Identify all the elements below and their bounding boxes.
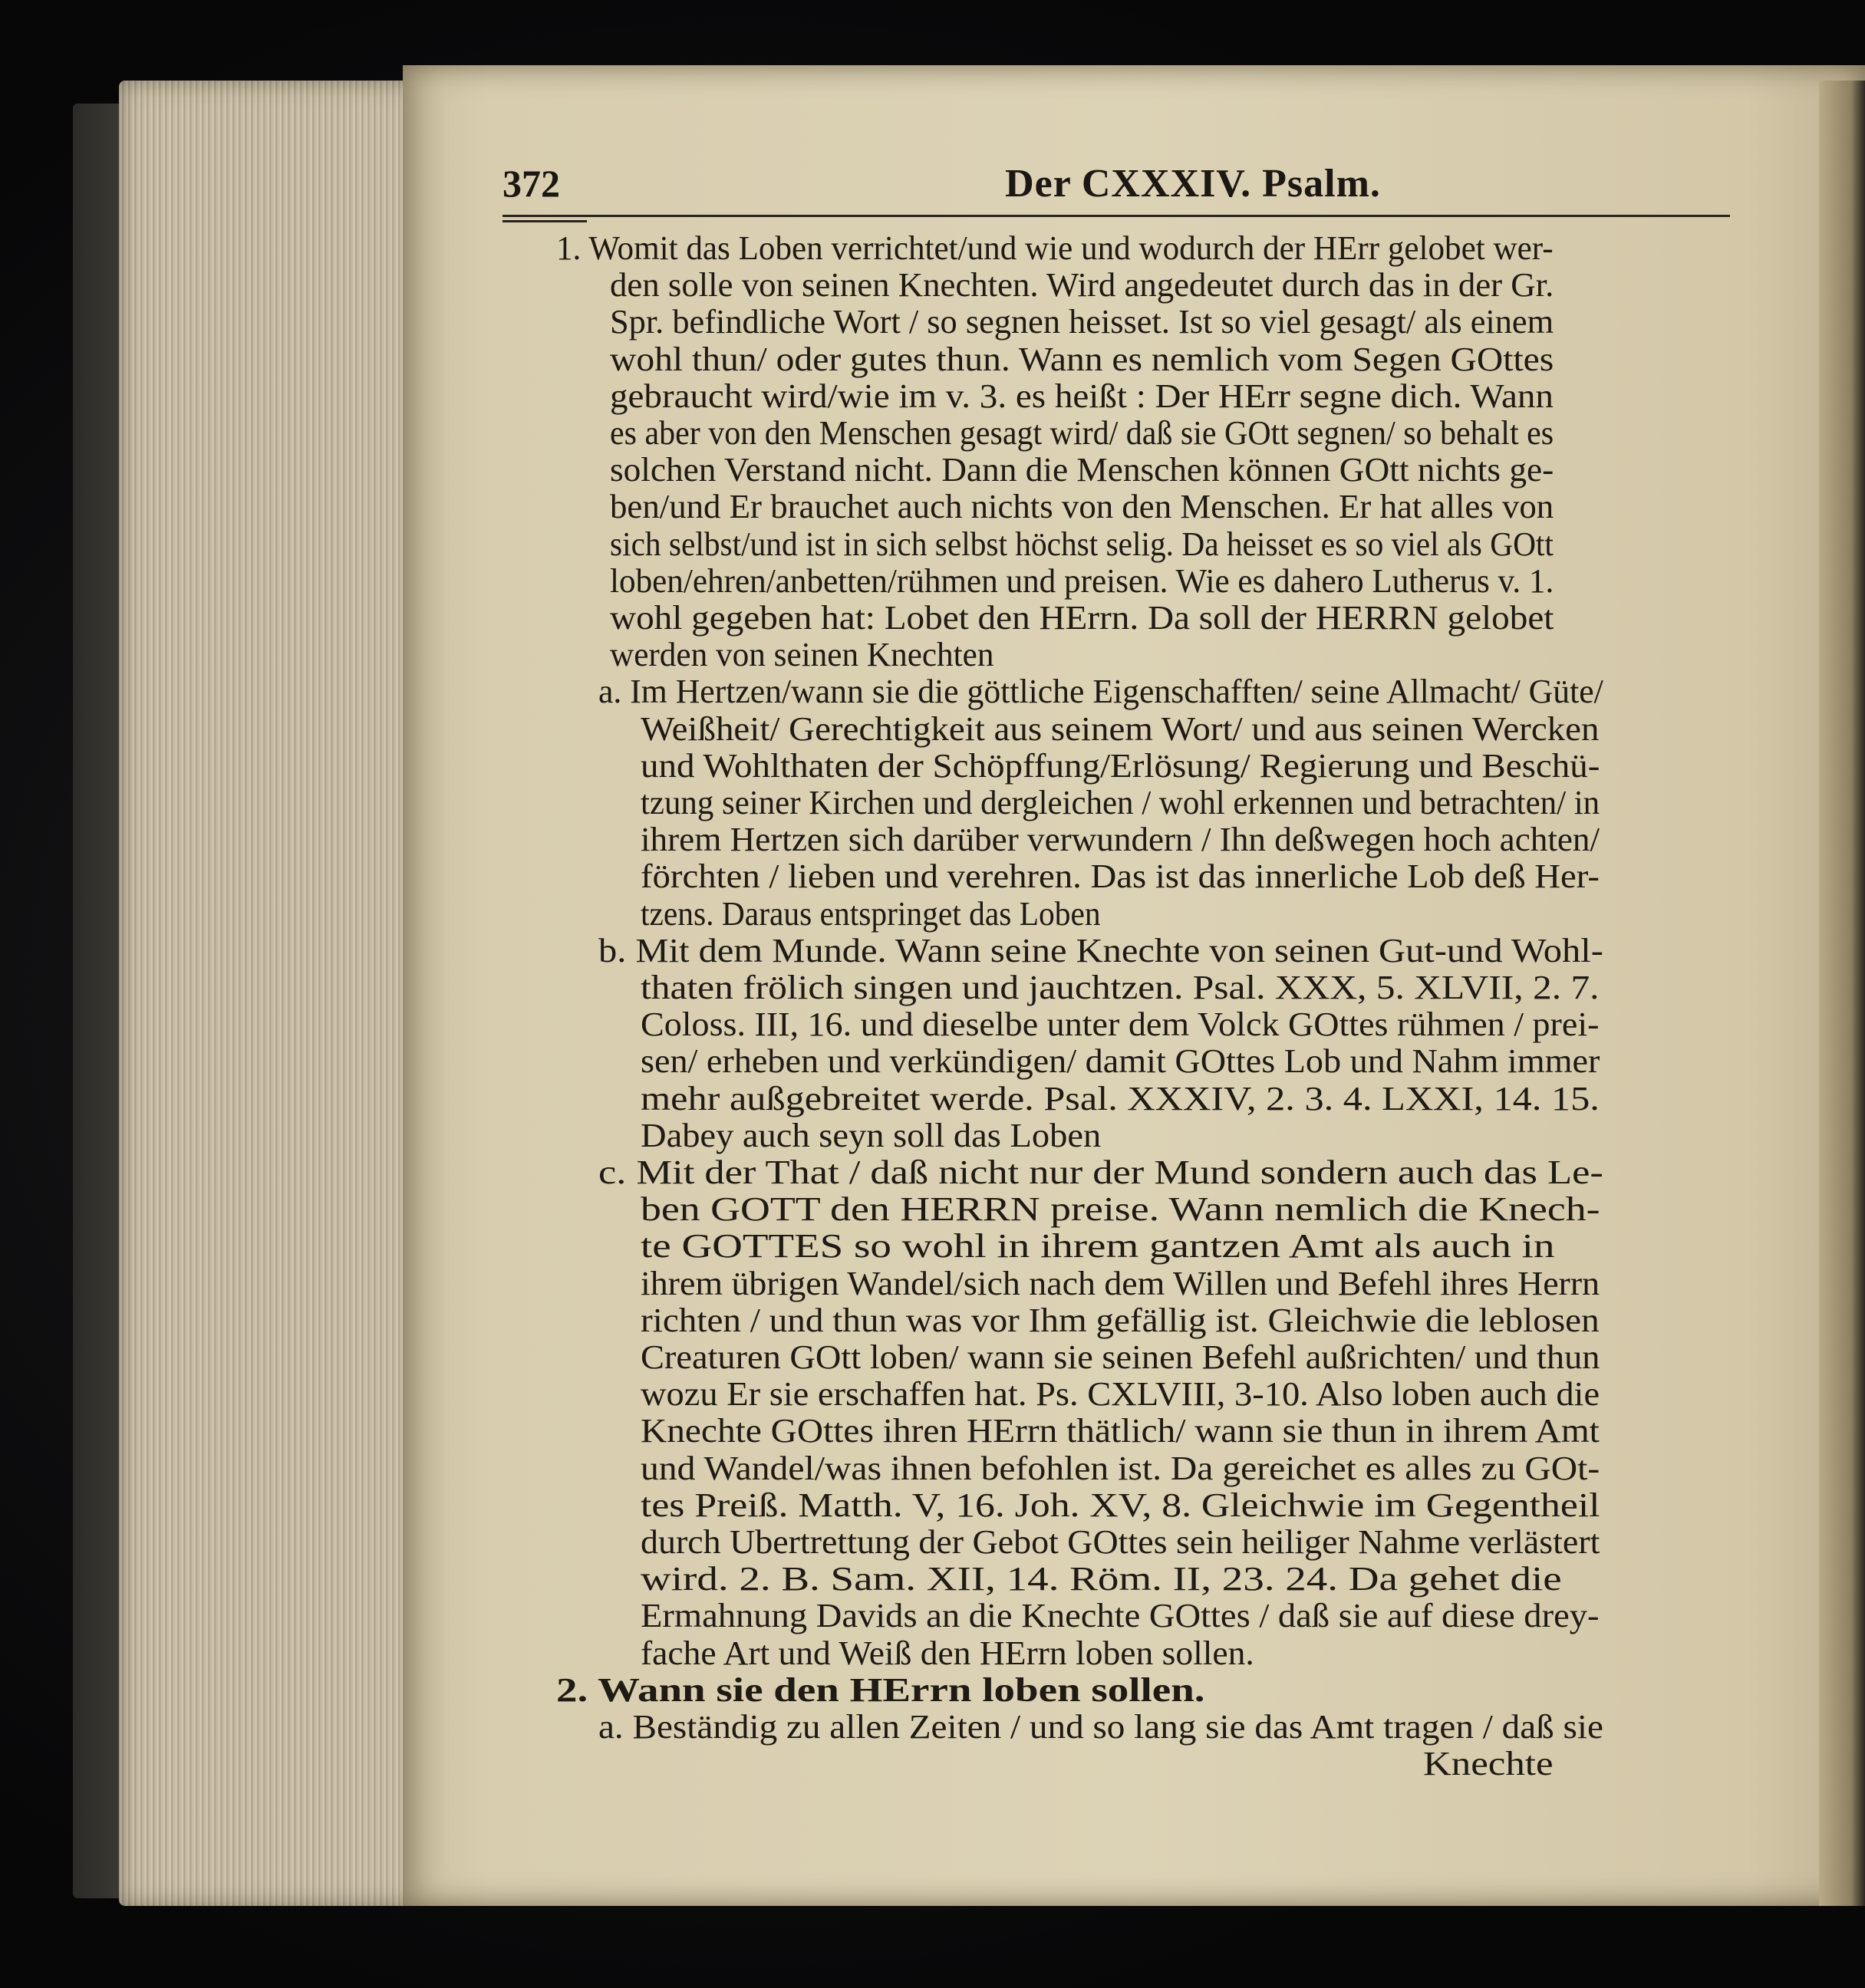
open-book [73, 65, 1865, 1917]
text-line: und Wohlthaten der Schöpffung/Erlösung/ Regierung und Beschü- [641, 747, 1600, 785]
text-line: förchten / lieben und verehren. Das ist das innerliche Lob deß Her- [641, 857, 1600, 895]
text-line: wird. 2. B. Sam. XII, 14. Röm. II, 23. 24. Da gehet die [641, 1560, 1562, 1598]
text-line: wohl thun/ oder gutes thun. Wann es nemlich vom Segen GOttes [610, 341, 1554, 378]
text-line: ihrem übrigen Wandel/sich nach dem Willen und Befehl ihres Herrn [641, 1265, 1600, 1302]
page-number: 372 [502, 162, 560, 205]
text-line: 2. Wann sie den HErrn loben sollen. [556, 1671, 1205, 1709]
text-line: sich selbst/und ist in sich selbst höchst selig. Da heisset es so viel als GOtt [610, 525, 1554, 563]
page-text [403, 65, 1865, 1906]
text-line: Weißheit/ Gerechtigkeit aus seinem Wort/ und aus seinen Wercken [641, 710, 1600, 748]
text-line: den solle von seinen Knechten. Wird angedeutet durch das in der Gr. [610, 266, 1554, 304]
text-line: a. Im Hertzen/wann sie die göttliche Eigenschafften/ seine Allmacht/ Güte/ [598, 673, 1603, 710]
text-line: es aber von den Menschen gesagt wird/ daß sie GOtt segnen/ so behalt es [610, 414, 1554, 452]
text-line: Spr. befindliche Wort / so segnen heisset. Ist so viel gesagt/ als einem [610, 303, 1554, 341]
text-line: wozu Er sie erschaffen hat. Ps. CXLVIII, 3-10. Also loben auch die [641, 1375, 1600, 1413]
text-line: te GOTTES so wohl in ihrem gantzen Amt als auch in [641, 1227, 1555, 1265]
text-line: ihrem Hertzen sich darüber verwundern / Ihn deßwegen hoch achten/ [641, 821, 1600, 858]
text-line: tes Preiß. Matth. V, 16. Joh. XV, 8. Gleichwie im Gegentheil [641, 1486, 1600, 1524]
text-line: ben GOTT den HERRN preise. Wann nemlich die Knech- [641, 1190, 1600, 1228]
text-line: gebraucht wird/wie im v. 3. es heißt : Der HErr segne dich. Wann [610, 377, 1554, 415]
text-line: Knechte [1423, 1745, 1554, 1782]
text-line: Coloss. III, 16. und dieselbe unter dem Volck GOttes rühmen / prei- [641, 1006, 1600, 1043]
text-line: Knechte GOttes ihren HErrn thätlich/ wann sie thun in ihrem Amt [641, 1412, 1600, 1450]
text-line: solchen Verstand nicht. Dann die Menschen können GOtt nichts ge- [610, 451, 1554, 489]
text-line: Creaturen GOtt loben/ wann sie seinen Befehl außrichten/ und thun [641, 1338, 1600, 1376]
text-line: richten / und thun was vor Ihm gefällig ist. Gleichwie die leblosen [641, 1302, 1600, 1339]
text-line: 1. Womit das Loben verrichtet/und wie und wodurch der HErr gelobet wer- [556, 229, 1554, 267]
text-line: mehr außgebreitet werde. Psal. XXXIV, 2. 3. 4. LXXI, 14. 15. [641, 1080, 1600, 1117]
text-line: c. Mit der That / daß nicht nur der Mund sondern auch das Le- [598, 1154, 1603, 1191]
text-line: fache Art und Weiß den HErrn loben sollen. [641, 1634, 1254, 1672]
text-line: wohl gegeben hat: Lobet den HErrn. Da soll der HERRN gelobet [610, 599, 1554, 637]
text-line: tzung seiner Kirchen und dergleichen / wohl erkennen und betrachten/ in [641, 784, 1600, 821]
text-line: und Wandel/was ihnen befohlen ist. Da gereichet es alles zu GOt- [641, 1450, 1600, 1487]
text-line: sen/ erheben und verkündigen/ damit GOttes Lob und Nahm immer [641, 1042, 1600, 1080]
text-line: ben/und Er brauchet auch nichts von den Menschen. Er hat alles von [610, 488, 1554, 525]
page-title: Der CXXXIV. Psalm. [1005, 162, 1381, 206]
text-line: a. Beständig zu allen Zeiten / und so lang sie das Amt tragen / daß sie [598, 1708, 1603, 1746]
text-line: loben/ehren/anbetten/rühmen und preisen. Wie es dahero Lutherus v. 1. [610, 562, 1554, 600]
text-line: Dabey auch seyn soll das Loben [641, 1117, 1102, 1154]
book-page [403, 65, 1865, 1906]
text-line: durch Ubertrettung der Gebot GOttes sein heiliger Nahme verlästert [641, 1523, 1600, 1561]
text-line: thaten frölich singen und jauchtzen. Psal. XXX, 5. XLVII, 2. 7. [641, 969, 1600, 1006]
text-line: werden von seinen Knechten [610, 636, 994, 673]
text-line: Ermahnung Davids an die Knechte GOttes / daß sie auf diese drey- [641, 1597, 1600, 1634]
text-line: tzens. Daraus entspringet das Loben [641, 895, 1101, 933]
text-line: b. Mit dem Munde. Wann seine Knechte von seinen Gut-und Wohl- [598, 932, 1603, 969]
